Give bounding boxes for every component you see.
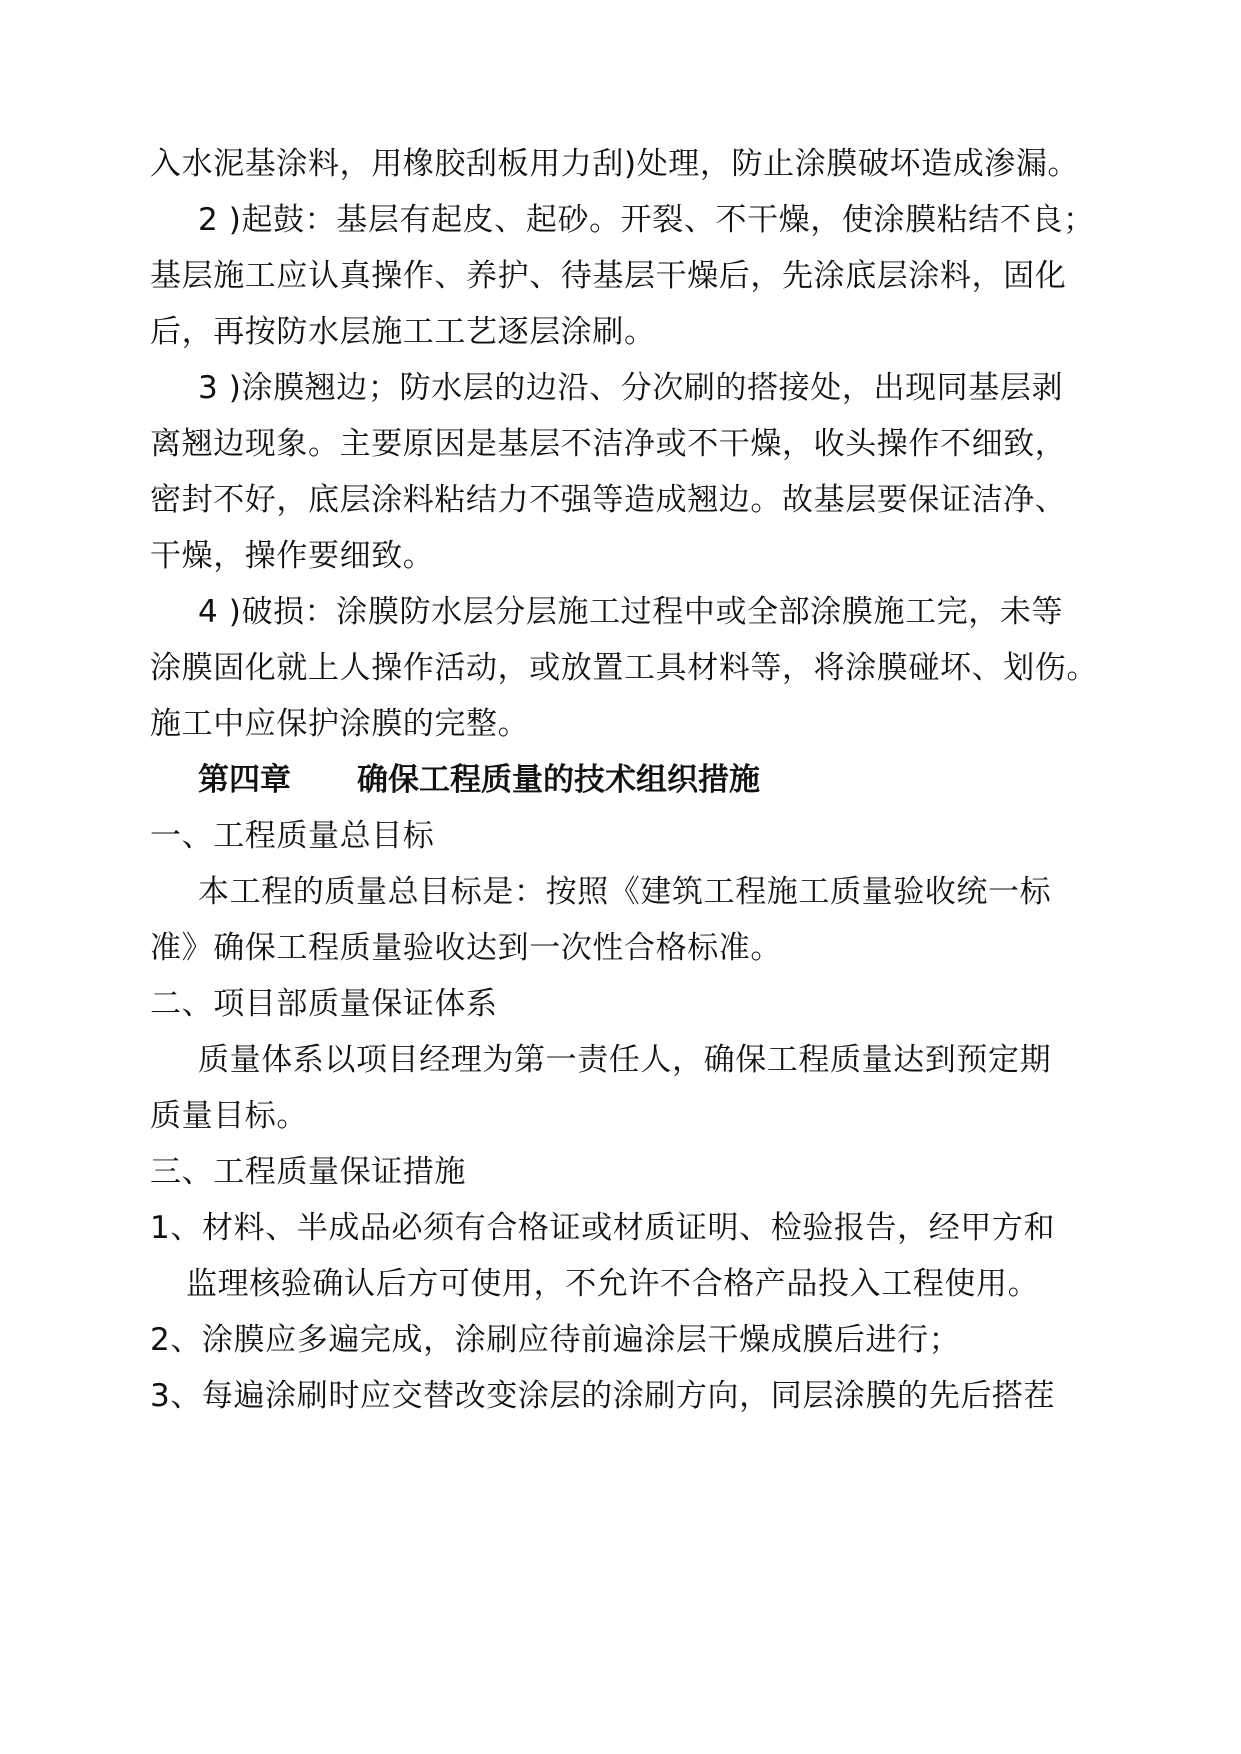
chapter-number: 第四章 [198, 762, 291, 798]
paragraph-line: 质量目标。 [150, 1098, 308, 1134]
paragraph-line: 质量体系以项目经理为第一责任人，确保工程质量达到预定期 [198, 1042, 1052, 1078]
paragraph-line: 基层施工应认真操作、养护、待基层干燥后，先涂底层涂料，固化 [150, 258, 1067, 294]
paragraph-line: 本工程的质量总目标是：按照《建筑工程施工质量验收统一标 [198, 874, 1052, 910]
section-heading: 三、工程质量保证措施 [150, 1154, 466, 1190]
section-heading: 一、工程质量总目标 [150, 818, 435, 854]
chapter-heading [198, 758, 760, 802]
list-item: 2、涂膜应多遍完成，涂刷应待前遍涂层干燥成膜后进行； [150, 1322, 961, 1358]
paragraph-line: 4 )破损：涂膜防水层分层施工过程中或全部涂膜施工完，未等 [198, 594, 1064, 630]
list-item-continuation: 监理核验确认后方可使用，不允许不合格产品投入工程使用。 [186, 1266, 1040, 1302]
paragraph-line: 涂膜固化就上人操作活动，或放置工具材料等，将涂膜碰坏、划伤。 [150, 650, 1098, 686]
paragraph-line: 准》确保工程质量验收达到一次性合格标准。 [150, 930, 782, 966]
paragraph-line: 离翘边现象。主要原因是基层不洁净或不干燥，收头操作不细致， [150, 426, 1067, 462]
paragraph-line: 3 )涂膜翘边；防水层的边沿、分次刷的搭接处，出现同基层剥 [198, 370, 1064, 406]
list-item: 3、每遍涂刷时应交替改变涂层的涂刷方向，同层涂膜的先后搭茬 [150, 1378, 1056, 1414]
section-heading: 二、项目部质量保证体系 [150, 986, 498, 1022]
paragraph-line: 施工中应保护涂膜的完整。 [150, 706, 530, 742]
paragraph-line: 后，再按防水层施工工艺逐层涂刷。 [150, 314, 656, 350]
chapter-title: 确保工程质量的技术组织措施 [357, 762, 760, 798]
paragraph-line: 干燥，操作要细致。 [150, 538, 435, 574]
paragraph-line: 入水泥基涂料，用橡胶刮板用力刮)处理，防止涂膜破坏造成渗漏。 [150, 146, 1080, 182]
paragraph-line: 2 )起鼓：基层有起皮、起砂。开裂、不干燥，使涂膜粘结不良； [198, 202, 1095, 238]
list-item: 1、材料、半成品必须有合格证或材质证明、检验报告，经甲方和 [150, 1210, 1056, 1246]
paragraph-line: 密封不好，底层涂料粘结力不强等造成翘边。故基层要保证洁净、 [150, 482, 1067, 518]
